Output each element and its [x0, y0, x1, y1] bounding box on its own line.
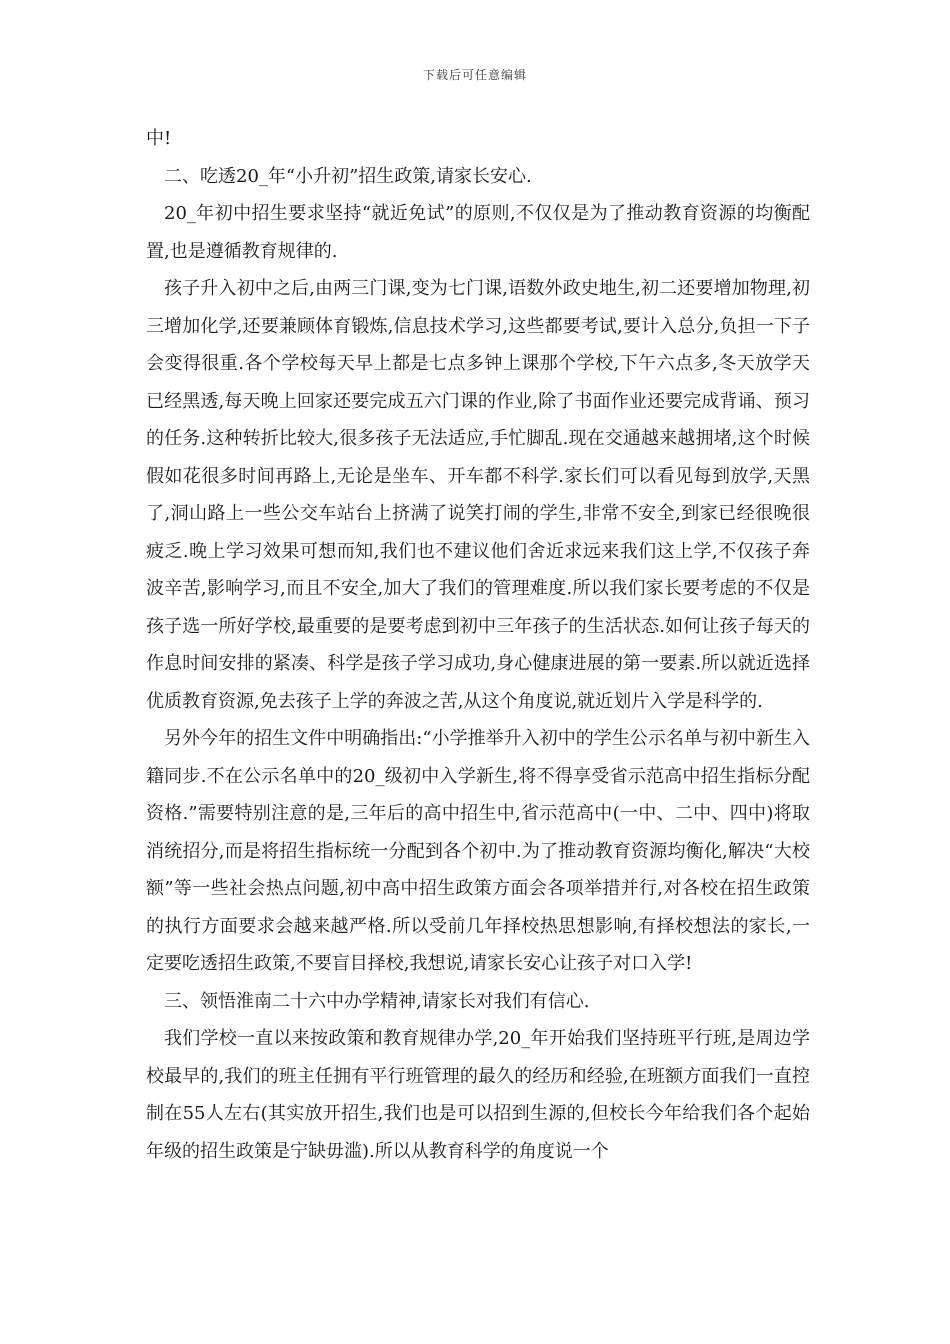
document-body: [146, 120, 810, 1170]
paragraph: 另外今年的招生文件中明确指出:“小学推举升入初中的学生公示名单与初中新生入籍同步.不在公示名单中的20_级初中入学新生,将不得享受省示范高中招生指标分配资格.”需要特别注意的是,三年后的高中招生中,省示范高中(一中、二中、四中)将取消统招分,而是将招生指标统一分配到各个初中.为了推动教育资源均衡化,解决“大校额”等一些社会热点问题,初中高中招生政策方面会各项举措并行,对各校在招生政策的执行方面要求会越来越严格.所以受前几年择校热思想影响,有择校想法的家长,一定要吃透招生政策,不要盲目择校,我想说,请家长安心让孩子对口入学!: [146, 728, 810, 974]
paragraph: 孩子升入初中之后,由两三门课,变为七门课,语数外政史地生,初二还要增加物理,初三增加化学,还要兼顾体育锻炼,信息技术学习,这些都要考试,要计入总分,负担一下子会变得很重.各个学校每天早上都是七点多钟上课那个学校,下午六点多,冬天放学天已经黑透,每天晚上回家还要完成五六门课的作业,除了书面作业还要完成背诵、预习的任务.这种转折比较大,很多孩子无法适应,手忙脚乱.现在交通越来越拥堵,这个时候假如花很多时间再路上,无论是坐车、开车都不科学.家长们可以看见每到放学,天黑了,洞山路上一些公交车站台上挤满了说笑打闹的学生,非常不安全,到家已经很晚很疲乏.晚上学习效果可想而知,我们也不建议他们舍近求远来我们这上学,不仅孩子奔波辛苦,影响学习,而且不安全,加大了我们的管理难度.所以我们家长要考虑的不仅是孩子选一所好学校,最重要的是要考虑到初中三年孩子的生活状态.如何让孩子每天的作息时间安排的紧凑、科学是孩子学习成功,身心健康进展的第一要素.所以就近选择优质教育资源,免去孩子上学的奔波之苦,从这个角度说,就近划片入学是科学的.: [146, 278, 810, 712]
paragraph-continuation: 中!: [146, 128, 172, 149]
header-note: 下载后可任意编辑: [422, 68, 527, 82]
paragraph: 20_年初中招生要求坚持“就近免试”的原则,不仅仅是为了推动教育资源的均衡配置,也是遵循教育规律的.: [146, 203, 810, 262]
section-heading-three: 三、领悟淮南二十六中办学精神,请家长对我们有信心.: [164, 990, 590, 1012]
section-heading-two: 二、吃透20_年“小升初”招生政策,请家长安心.: [164, 165, 532, 187]
paragraph: 我们学校一直以来按政策和教育规律办学,20_年开始我们坚持班平行班,是周边学校最早的,我们的班主任拥有平行班管理的最久的经历和经验,在班额方面我们一直控制在55人左右(其实放开招生,我们也是可以招到生源的,但校长今年给我们各个起始年级的招生政策是宁缺毋滥).所以从教育科学的角度说一个: [146, 1028, 810, 1162]
